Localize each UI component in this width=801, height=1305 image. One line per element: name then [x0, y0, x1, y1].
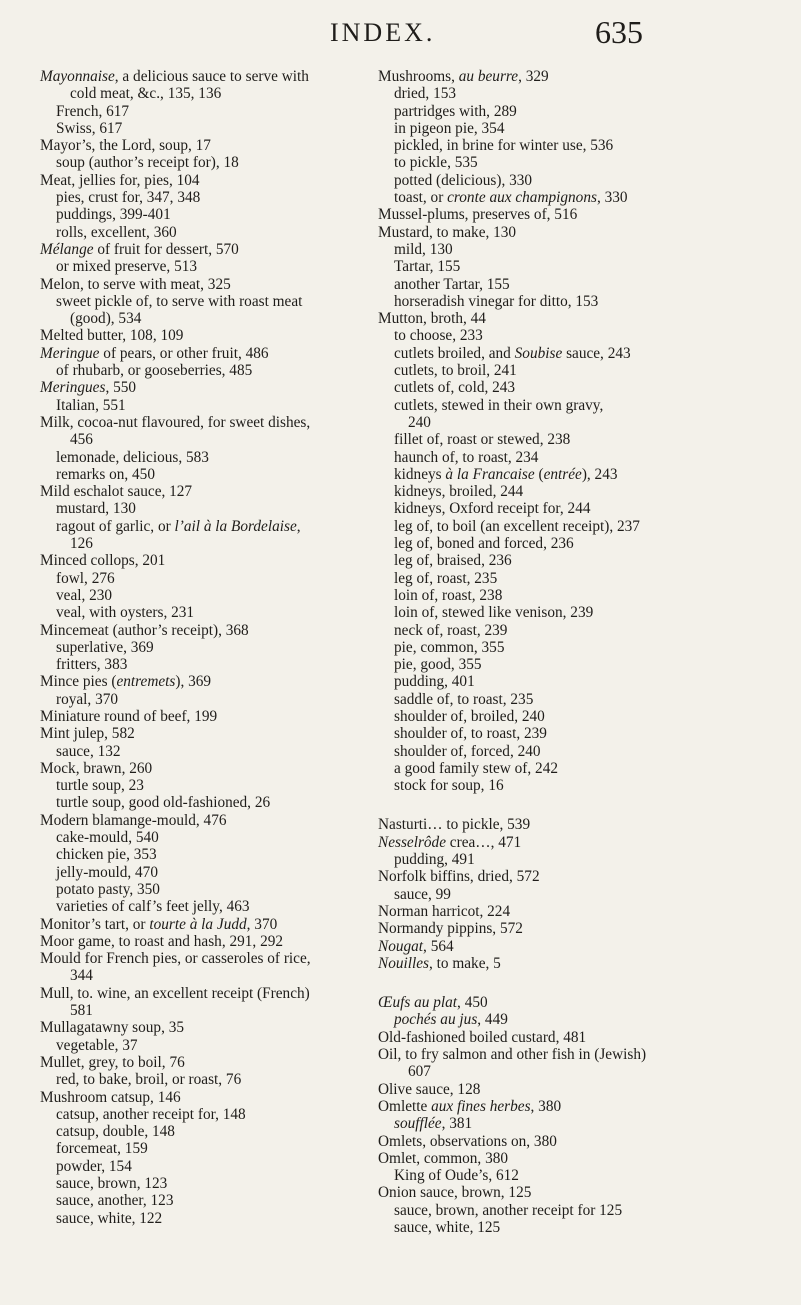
- index-entry: royal, 370: [56, 690, 119, 708]
- index-entry: Monitor’s tart, or tourte à la Judd, 370: [40, 915, 278, 933]
- index-entry: sauce, brown, another receipt for 125: [394, 1201, 623, 1219]
- index-entry: Mullagatawny soup, 35: [40, 1019, 185, 1037]
- index-entry: Mould for French pies, or casseroles of rice,: [40, 950, 311, 968]
- index-entry: Mussel-plums, preserves of, 516: [378, 206, 578, 224]
- index-entry: Olive sauce, 128: [378, 1080, 481, 1098]
- running-title: INDEX.: [330, 18, 436, 47]
- index-entry: sauce, 99: [394, 885, 451, 903]
- index-entry: King of Oude’s, 612: [394, 1167, 519, 1185]
- index-entry: in pigeon pie, 354: [394, 119, 505, 137]
- index-entry: saddle of, to roast, 235: [394, 690, 534, 708]
- index-entry: loin of, stewed like venison, 239: [394, 604, 594, 622]
- index-entry: Meat, jellies for, pies, 104: [40, 171, 200, 189]
- index-entry: Mushrooms, au beurre, 329: [378, 68, 549, 85]
- index-entry: turtle soup, good old-fashioned, 26: [56, 794, 271, 812]
- index-entry: leg of, roast, 235: [394, 569, 498, 587]
- index-entry: leg of, braised, 236: [394, 552, 512, 570]
- index-entry: remarks on, 450: [56, 465, 155, 483]
- index-entry: Œufs au plat, 450: [378, 994, 488, 1012]
- index-column-right: [378, 68, 778, 1236]
- index-entry: fillet of, roast or stewed, 238: [394, 431, 571, 449]
- index-entry: (good), 534: [70, 310, 142, 328]
- index-entry: Meringues, 550: [40, 379, 137, 397]
- index-entry: sauce, brown, 123: [56, 1175, 168, 1192]
- index-entry: sauce, another, 123: [56, 1192, 174, 1210]
- index-entry: pies, crust for, 347, 348: [56, 189, 201, 207]
- index-entry: Melon, to serve with meat, 325: [40, 275, 231, 293]
- section-gap: [378, 794, 778, 816]
- index-entry: Nasturti… to pickle, 539: [378, 816, 531, 834]
- index-entry: cutlets of, cold, 243: [394, 379, 516, 397]
- section-gap: [378, 972, 778, 994]
- index-entry: Old-fashioned boiled custard, 481: [378, 1028, 587, 1046]
- index-entry: powder, 154: [56, 1157, 132, 1175]
- page-number: 635: [595, 14, 643, 50]
- index-entry: puddings, 399-401: [56, 206, 171, 224]
- index-entry: Swiss, 617: [56, 119, 123, 137]
- index-entry: shoulder of, broiled, 240: [394, 707, 545, 725]
- index-entry: cutlets, stewed in their own gravy,: [394, 396, 604, 414]
- index-entry: 126: [70, 535, 93, 553]
- index-entry: Mushroom catsup, 146: [40, 1088, 181, 1106]
- index-entry: Norman harricot, 224: [378, 902, 511, 920]
- index-entry: 240: [408, 413, 431, 431]
- index-entry: 581: [70, 1002, 93, 1020]
- index-entry: Mélange of fruit for dessert, 570: [40, 240, 239, 258]
- index-entry: Mild eschalot sauce, 127: [40, 483, 193, 501]
- index-entry: shoulder of, forced, 240: [394, 742, 541, 760]
- index-entry: forcemeat, 159: [56, 1140, 148, 1158]
- index-entry: soufflée, 381: [394, 1115, 473, 1133]
- index-entry: fritters, 383: [56, 656, 128, 674]
- index-entry: Nougat, 564: [378, 937, 454, 955]
- index-entry: Nouilles, to make, 5: [378, 954, 501, 972]
- index-entry: chicken pie, 353: [56, 846, 157, 864]
- index-entry: partridges with, 289: [394, 102, 517, 120]
- index-entry: Milk, cocoa-nut flavoured, for sweet dishes,: [40, 413, 311, 431]
- index-entry: French, 617: [56, 102, 130, 120]
- index-entry: neck of, roast, 239: [394, 621, 508, 639]
- index-entry: cold meat, &c., 135, 136: [70, 85, 222, 103]
- index-entry: catsup, double, 148: [56, 1123, 175, 1141]
- index-entry: cake-mould, 540: [56, 829, 159, 847]
- index-entry: catsup, another receipt for, 148: [56, 1105, 246, 1123]
- index-entry: stock for soup, 16: [394, 777, 504, 795]
- index-entry: potato pasty, 350: [56, 880, 160, 898]
- index-entry: Mince pies (entremets), 369: [40, 673, 212, 691]
- index-entry: Italian, 551: [56, 396, 126, 414]
- index-entry: mustard, 130: [56, 500, 136, 518]
- index-entry: Omlets, observations on, 380: [378, 1132, 557, 1150]
- index-entry: sauce, 132: [56, 742, 121, 760]
- index-entry: turtle soup, 23: [56, 777, 144, 795]
- index-entry: sauce, white, 125: [394, 1219, 501, 1236]
- index-entry: to choose, 233: [394, 327, 483, 345]
- index-entry: pochés au jus, 449: [394, 1011, 508, 1029]
- index-entry: haunch of, to roast, 234: [394, 448, 539, 466]
- index-entry: Mustard, to make, 130: [378, 223, 517, 241]
- index-entry: mild, 130: [394, 240, 453, 258]
- index-entry: Mutton, broth, 44: [378, 310, 486, 328]
- index-entry: vegetable, 37: [56, 1036, 138, 1054]
- index-entry: shoulder of, to roast, 239: [394, 725, 547, 743]
- index-entry: to pickle, 535: [394, 154, 478, 172]
- index-entry: cutlets broiled, and Soubise sauce, 243: [394, 344, 631, 362]
- index-entry: Mullet, grey, to boil, 76: [40, 1053, 185, 1071]
- index-entry: pickled, in brine for winter use, 536: [394, 137, 614, 155]
- index-entry: Tartar, 155: [394, 258, 461, 276]
- index-entry: Mint julep, 582: [40, 725, 135, 743]
- index-entry: Nesselrôde crea…, 471: [378, 833, 522, 851]
- index-entry: Moor game, to roast and hash, 291, 292: [40, 932, 284, 950]
- index-entry: potted (delicious), 330: [394, 171, 533, 189]
- index-entry: cutlets, to broil, 241: [394, 362, 517, 380]
- index-entry: soup (author’s receipt for), 18: [56, 154, 239, 172]
- index-entry: red, to bake, broil, or roast, 76: [56, 1071, 242, 1089]
- index-entry: Omlette aux fines herbes, 380: [378, 1097, 562, 1115]
- index-entry: kidneys, broiled, 244: [394, 483, 524, 501]
- index-entry: a good family stew of, 242: [394, 759, 558, 777]
- index-entry: 344: [70, 967, 93, 985]
- index-entry: sweet pickle of, to serve with roast meat: [56, 292, 303, 310]
- index-entry: rolls, excellent, 360: [56, 223, 177, 241]
- index-entry: Minced collops, 201: [40, 552, 166, 570]
- index-entry: fowl, 276: [56, 569, 115, 587]
- index-entry: sauce, white, 122: [56, 1209, 163, 1227]
- index-entry: 607: [408, 1063, 431, 1081]
- index-entry: Mayor’s, the Lord, soup, 17: [40, 137, 211, 155]
- index-entry: superlative, 369: [56, 638, 154, 656]
- index-entry: horseradish vinegar for ditto, 153: [394, 292, 599, 310]
- index-entry: veal, 230: [56, 586, 113, 604]
- index-entry: pudding, 491: [394, 851, 475, 869]
- index-entry: Mock, brawn, 260: [40, 759, 153, 777]
- page-header: [0, 14, 801, 54]
- index-entry: dried, 153: [394, 85, 457, 103]
- index-entry: leg of, boned and forced, 236: [394, 535, 574, 553]
- index-entry: jelly-mould, 470: [56, 863, 158, 881]
- index-entry: Mull, to. wine, an excellent receipt (French): [40, 984, 310, 1002]
- index-entry: pie, common, 355: [394, 638, 505, 656]
- index-entry: leg of, to boil (an excellent receipt), 237: [394, 517, 640, 535]
- index-entry: varieties of calf’s feet jelly, 463: [56, 898, 250, 916]
- index-entry: another Tartar, 155: [394, 275, 510, 293]
- index-entry: kidneys, Oxford receipt for, 244: [394, 500, 591, 518]
- index-entry: or mixed preserve, 513: [56, 258, 198, 276]
- index-entry: Melted butter, 108, 109: [40, 327, 184, 345]
- index-entry: Oil, to fry salmon and other fish in (Jewish): [378, 1046, 647, 1064]
- index-entry: ragout of garlic, or l’ail à la Bordelaise,: [56, 517, 301, 535]
- index-entry: Modern blamange-mould, 476: [40, 811, 227, 829]
- index-entry: 456: [70, 431, 93, 449]
- index-entry: kidneys à la Francaise (entrée), 243: [394, 465, 618, 483]
- index-entry: Meringue of pears, or other fruit, 486: [40, 344, 269, 362]
- index-entry: pie, good, 355: [394, 656, 482, 674]
- index-entry: lemonade, delicious, 583: [56, 448, 209, 466]
- index-entry: Mincemeat (author’s receipt), 368: [40, 621, 249, 639]
- index-entry: Onion sauce, brown, 125: [378, 1184, 532, 1202]
- index-column-left: [40, 68, 412, 1227]
- index-entry: loin of, roast, 238: [394, 586, 503, 604]
- index-entry: Miniature round of beef, 199: [40, 707, 218, 725]
- index-entry: Norfolk biffins, dried, 572: [378, 868, 540, 886]
- index-entry: pudding, 401: [394, 673, 475, 691]
- index-entry: Mayonnaise, a delicious sauce to serve with: [40, 68, 309, 85]
- index-entry: of rhubarb, or gooseberries, 485: [56, 362, 253, 380]
- index-entry: Normandy pippins, 572: [378, 920, 523, 938]
- index-entry: veal, with oysters, 231: [56, 604, 195, 622]
- index-entry: toast, or cronte aux champignons, 330: [394, 189, 628, 207]
- index-entry: Omlet, common, 380: [378, 1149, 509, 1167]
